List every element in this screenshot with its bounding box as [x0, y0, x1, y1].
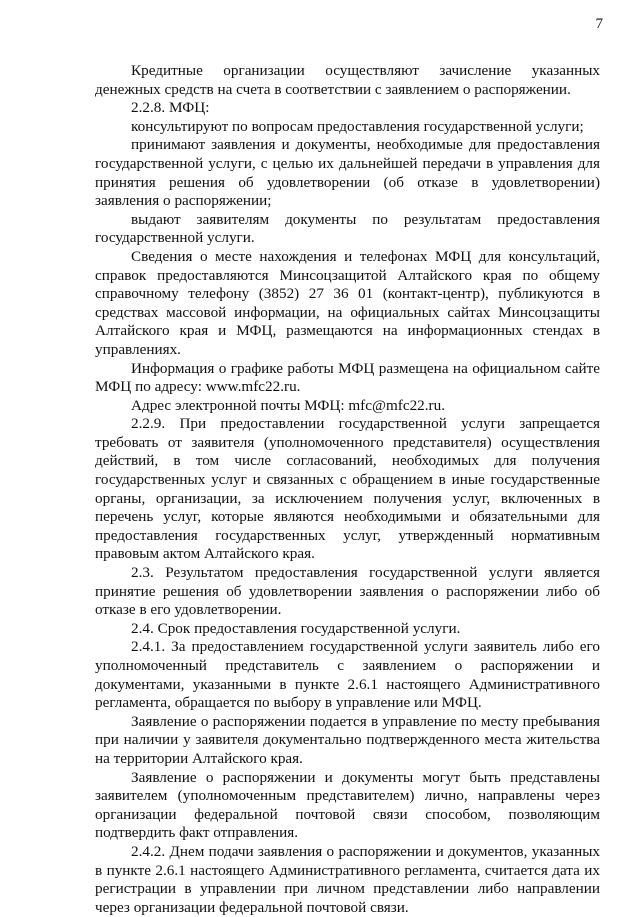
- paragraph: 2.3. Результатом предоставления государственной услуги является принятие решения об удовлетворении заявления о распоряжении либо об отказе в его удовлетворении.: [95, 564, 600, 619]
- paragraph: Заявление о распоряжении и документы могут быть представлены заявителем (уполномоченным представителем) лично, направлены через организации федеральной почтовой связи способом, позволяющим подтвердить факт отправления.: [95, 768, 600, 842]
- paragraph: 2.4.2. Днем подачи заявления о распоряжении и документов, указанных в пункте 2.6.1 настоящего Административного регламента, считается дата их регистрации в управлении при личном представлении либо направлении через организации федеральной почтовой связи.: [95, 842, 600, 916]
- paragraph: Адрес электронной почты МФЦ: mfc@mfc22.ru.: [131, 396, 446, 414]
- paragraph: Кредитные организации осуществляют зачисление указанных денежных средств на счета в соответствии с заявлением о распоряжении.: [95, 62, 600, 98]
- section-heading: 2.4. Срок предоставления государственной услуги.: [131, 619, 461, 637]
- paragraph: принимают заявления и документы, необходимые для предоставления государственной услуги, с целью их дальнейшей передачи в управления для принятия решения об удовлетворении (об отказе в удовлетворении) заявления о распоряжении;: [95, 136, 600, 210]
- paragraph: Заявление о распоряжении подается в управление по месту пребывания при наличии у заявителя документально подтвержденного места жительства на территории Алтайского края.: [95, 712, 600, 767]
- paragraph: 2.2.9. При предоставлении государственной услуги запрещается требовать от заявителя (уполномоченного представителя) осуществления действий, в том числе согласований, необходимых для получения государственных услуг и связанных с обращением в иные государственные органы, организации, за исключением получения услуг, включенных в перечень услуг, которые являются необходимыми и обязательными для предоставления государственных услуг, утвержденный нормативным правовым актом Алтайского края.: [95, 415, 600, 563]
- page-number: 7: [595, 16, 603, 32]
- paragraph: консультируют по вопросам предоставления государственной услуги;: [131, 117, 584, 135]
- section-heading: 2.2.8. МФЦ:: [131, 99, 210, 117]
- paragraph: Сведения о месте нахождения и телефонах МФЦ для консультаций, справок предоставляются Минсоцзащитой Алтайского края по общему справочному телефону (3852) 27 36 01 (контакт-центр), публикуются в средствах массовой информации, на официальных сайтах Минсоцзащиты Алтайского края и МФЦ, размещаются на информационных стендах в управлениях.: [95, 247, 600, 358]
- document-body: [95, 62, 600, 917]
- paragraph: 2.4.1. За предоставлением государственной услуги заявитель либо его уполномоченный представитель с заявлением о распоряжении и документами, указанными в пункте 2.6.1 настоящего Административного регламента, обращается по выбору в управление или МФЦ.: [95, 638, 600, 712]
- paragraph: Информация о графике работы МФЦ размещена на официальном сайте МФЦ по адресу: www.mfc22.ru.: [95, 359, 600, 396]
- paragraph: выдают заявителям документы по результатам предоставления государственной услуги.: [95, 210, 600, 247]
